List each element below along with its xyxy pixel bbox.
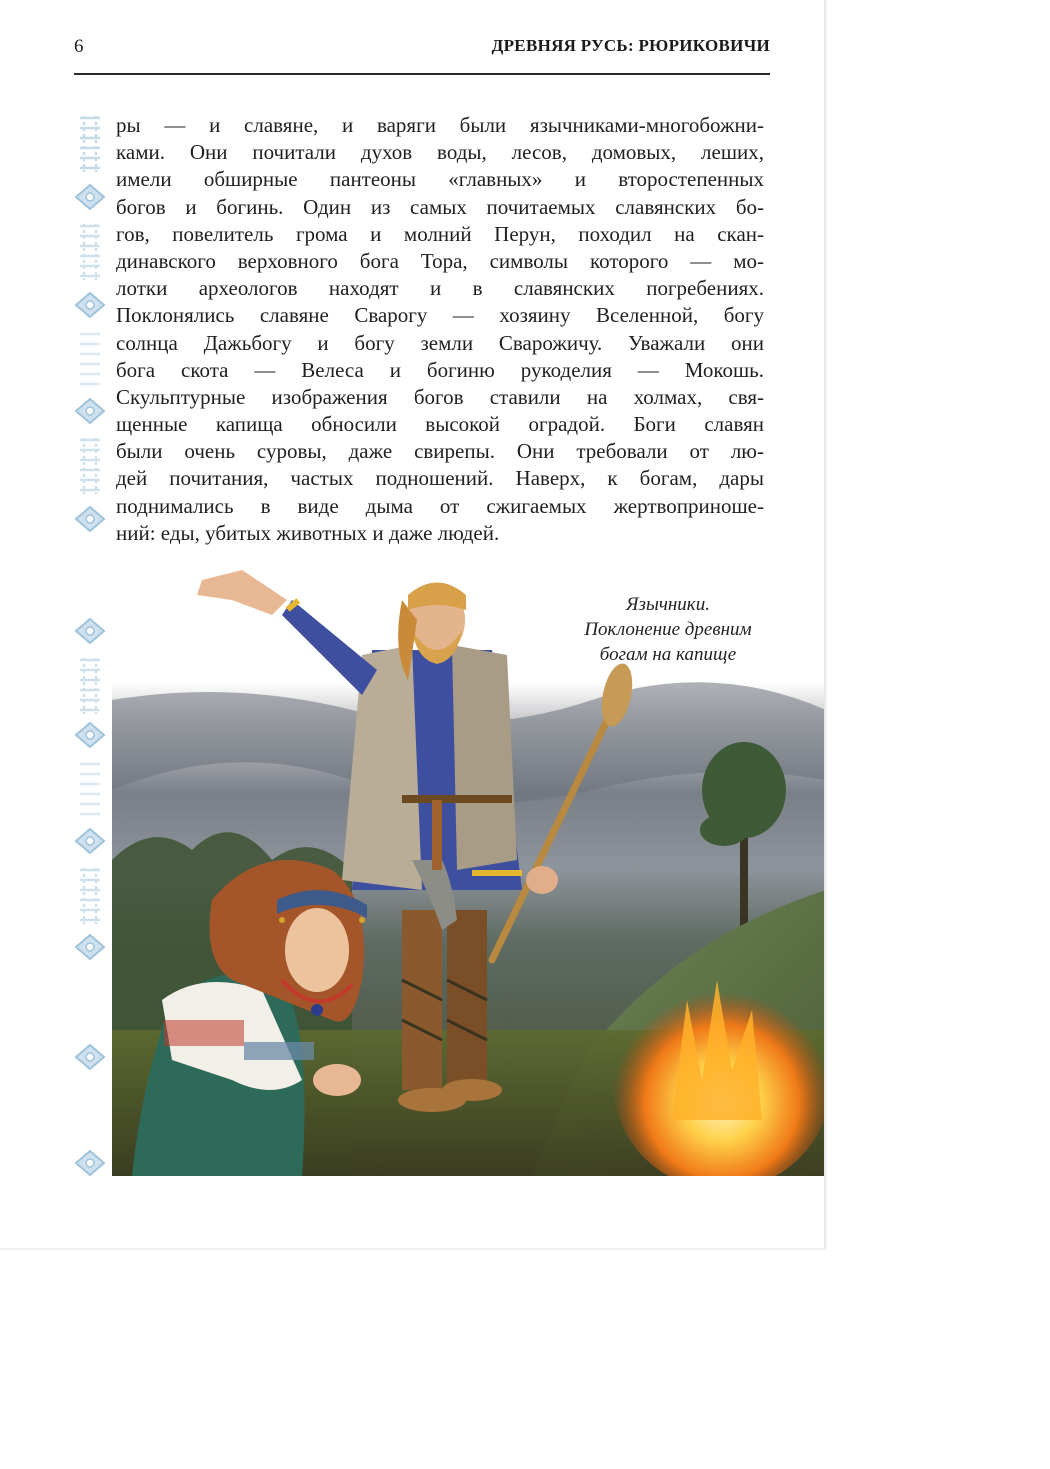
running-title: ДРЕВНЯЯ РУСЬ: РЮРИКОВИЧИ: [491, 36, 770, 55]
text-line: поднимались в виде дыма от сжигаемых жертвоприноше-: [116, 493, 764, 518]
text-line: солнца Дажьбогу и богу земли Сварожичу. Уважали они: [116, 330, 764, 355]
ornament-diamond-icon: [74, 1150, 106, 1176]
page-number: 6: [74, 36, 84, 57]
text-line: бога скота — Велеса и богиню рукоделия — Мокошь.: [116, 357, 764, 382]
text-line: щенные капища обносили высокой оградой. Боги славян: [116, 412, 764, 437]
ornament-diamond-icon: [74, 934, 106, 960]
ornament-diamond-icon: [74, 184, 106, 210]
text-line: богов и богинь. Один из самых почитаемых славянских бо-: [116, 194, 764, 219]
caption-line: богам на капище: [599, 644, 737, 665]
text-line: ры — и славяне, и варяги были язычниками-многобожни-: [116, 113, 764, 137]
running-head: [74, 36, 770, 62]
page-bottom-edge: [0, 1248, 826, 1250]
text-line: динавского верховного бога Тора, символы которого — мо-: [116, 248, 764, 273]
caption-line: Поклонение древним: [584, 619, 752, 640]
ornament-diamond-icon: [74, 1044, 106, 1070]
ornament-band-icon: [74, 330, 106, 390]
text-line: ками. Они почитали духов воды, лесов, домовых, леших,: [116, 140, 764, 165]
ornament-diamond-icon: [74, 506, 106, 532]
caption-line: Язычники.: [626, 594, 710, 615]
body-paragraph: [116, 112, 764, 547]
ornament-band-icon: [74, 866, 106, 926]
header-rule: [74, 73, 770, 75]
ornament-band-icon: [74, 114, 106, 174]
ornament-band-icon: [74, 760, 106, 820]
ornament-band-icon: [74, 222, 106, 282]
ornament-band-icon: [74, 436, 106, 496]
ornament-border: [70, 110, 110, 1180]
text-line: были очень суровы, даже свирепы. Они требовали от лю-: [116, 439, 764, 464]
ornament-diamond-icon: [74, 398, 106, 424]
text-line: гов, повелитель грома и молний Перун, походил на скан-: [116, 221, 764, 246]
ornament-diamond-icon: [74, 828, 106, 854]
text-line: имели обширные пантеоны «главных» и второстепенных: [116, 167, 764, 192]
text-line: дей почитания, частых подношений. Наверх, к богам, дары: [116, 466, 764, 491]
ornament-diamond-icon: [74, 722, 106, 748]
ornament-diamond-icon: [74, 292, 106, 318]
figure-caption: [548, 592, 788, 667]
ornament-diamond-icon: [74, 618, 106, 644]
text-line: ний: еды, убитых животных и даже людей.: [116, 520, 500, 545]
ornament-band-icon: [74, 656, 106, 716]
text-line: Скульптурные изображения богов ставили на холмах, свя-: [116, 384, 764, 409]
page-right-edge: [824, 0, 827, 1250]
text-line: лотки археологов находят и в славянских погребениях.: [116, 276, 764, 301]
text-line: Поклонялись славяне Сварогу — хозяину Вселенной, богу: [116, 303, 764, 328]
